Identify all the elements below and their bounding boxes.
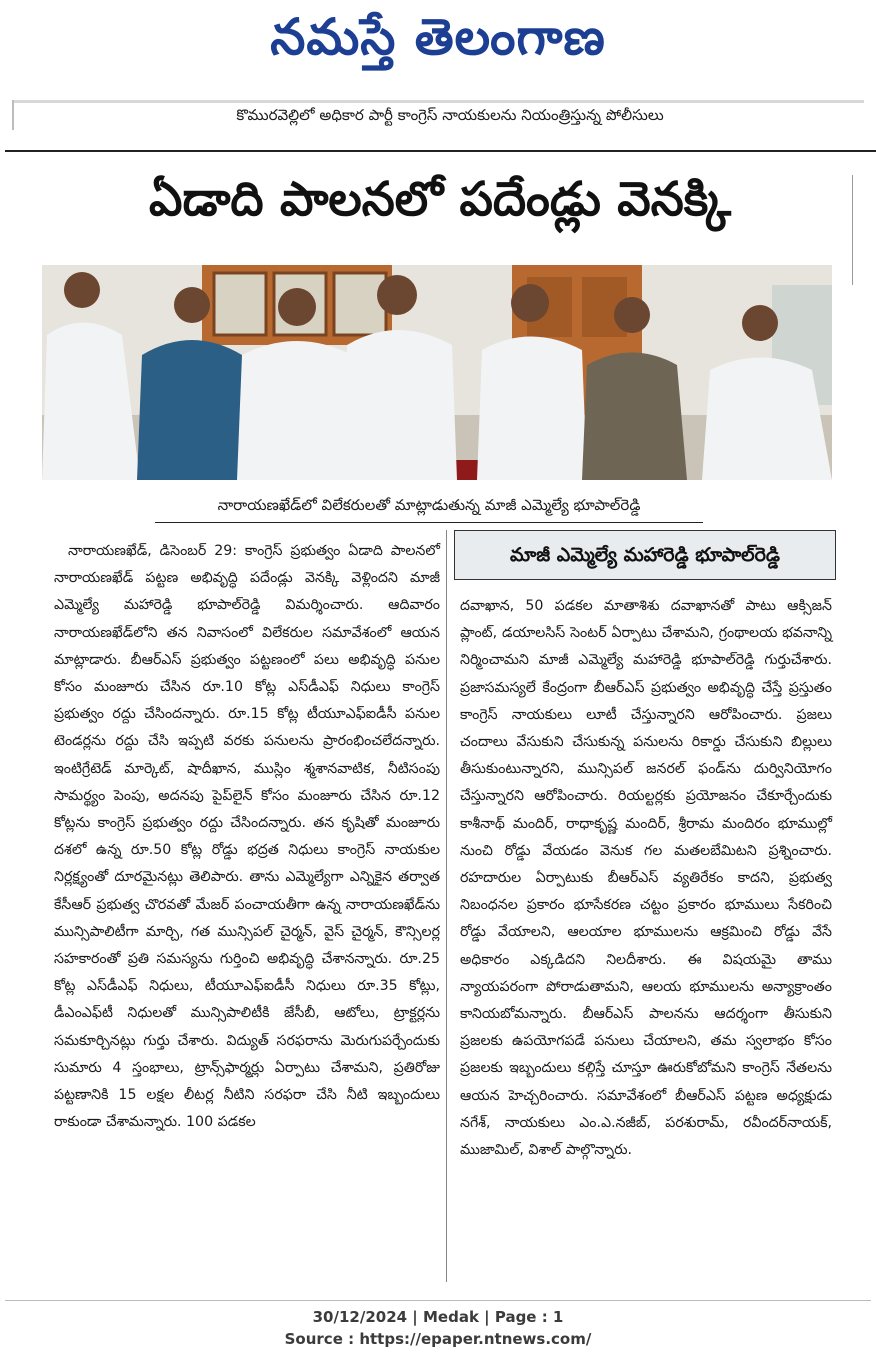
masthead bbox=[0, 0, 876, 100]
masthead-divider bbox=[12, 100, 864, 103]
column-separator bbox=[446, 530, 447, 1282]
headline: ఏడాది పాలనలో పదేండ్లు వెనక్కి bbox=[149, 172, 731, 227]
article-right-column: దవాఖాన, 50 పడకల మాతాశిశు దవాఖానతో పాటు ఆక్సిజన్ ప్లాంట్, డయాలసిస్ సెంటర్ ఏర్పాటు చేశామని, గ్రంథాలయ భవనాన్ని నిర్మించామని మాజీ ఎమ్మెల్యే మహారెడ్డి భూపాల్‌రెడ్డి గుర్తుచేశారు. ప్రజాసమస్యలే కేంద్రంగా బీఆర్‌ఎస్ ప్రభుత్వం అభివృద్ధి చేస్తే ప్రస్తుతం కాంగ్రెస్ నాయకులు లూటీ చేస్తున్నారని ఆరోపించారు. ప్రజలు చందాలు వేసుకుని చేసుకున్న పనులను రికార్డు చేసుకుని బిల్లులు తీసుకుంటున్నారని, మున్సిపల్ జనరల్ ఫండ్‌ను దుర్వినియోగం చేస్తున్నారని ఆరోపించారు. రియల్టర్లకు ప్రయోజనం చేకూర్చేందుకు కాశీనాథ్ మందిర్, రాధాకృష్ణ మందిర్, శ్రీరామ మందిరం భూముల్లో నుంచి రోడ్డు వేయడం వెనుక గల మతలబేమిటని ప్రశ్నించారు. రహదారుల ఏర్పాటుకు బీఆర్‌ఎస్ వ్యతిరేకం కాదని, ప్రభుత్వ నిబంధనల ప్రకారం భూసేకరణ చట్టం ప్రకారం భూములు సేకరించి రోడ్డు వేయాలని, ఆలయాల భూములను ఆక్రమించి రోడ్డు వేసే అధికారం ఎక్కడిదని నిలదీశారు. ఈ విషయమై తాము న్యాయపరంగా పోరాడుతామని, ఆలయ భూములను అన్యాక్రాంతం కానియబోమన్నారు. బీఆర్‌ఎస్ పాలనను ఆదర్శంగా తీసుకుని ప్రజలకు ఉపయోగపడే పనులు చేయాలని, తమ స్వలాభం కోసం ప్రజలకు ఇబ్బందులు కల్గిస్తే చూస్తూ ఊరుకోబోమని కాంగ్రెస్ నేతలను ఆయన హెచ్చరించారు. సమావేశంలో బీఆర్‌ఎస్ పట్టణ అధ్యక్షుడు నగేశ్, నాయకులు ఎం.ఎ.నజీబ్, పరశురామ్, రవీందర్‌నాయక్, ముజామిల్, విశాల్ పాల్గొన్నారు. bbox=[460, 598, 832, 1159]
window-pane bbox=[214, 273, 266, 335]
footer-dateline: 30/12/2024 | Medak | Page : 1 bbox=[312, 1308, 564, 1326]
footer-source: Source : https://epaper.ntnews.com/ bbox=[284, 1330, 592, 1348]
subhead-box bbox=[454, 530, 836, 580]
subhead-text: మాజీ ఎమ్మెల్యే మహారెడ్డి భూపాల్‌రెడ్డి bbox=[510, 544, 780, 566]
side-rule bbox=[852, 175, 853, 285]
kicker-divider bbox=[5, 150, 876, 152]
photo-illustration bbox=[42, 265, 832, 480]
masthead-side-rule bbox=[12, 100, 14, 130]
article-left-column: నారాయణఖేడ్, డిసెంబర్ 29: కాంగ్రెస్ ప్రభుత్వం ఏడాది పాలనలో నారాయణఖేడ్ పట్టణ అభివృద్ధి పదేండ్లు వెనక్కి వెళ్లిందని మాజీ ఎమ్మెల్యే మహారెడ్డి భూపాల్‌రెడ్డి విమర్శించారు. ఆదివారం నారాయణఖేడ్‌లోని తన నివాసంలో విలేకరుల సమావేశంలో ఆయన మాట్లాడారు. బీఆర్‌ఎస్ ప్రభుత్వం పట్టణంలో పలు అభివృద్ధి పనుల కోసం మంజూరు చేసిన రూ.10 కోట్ల ఎస్‌డీఎఫ్ నిధులు కాంగ్రెస్ ప్రభుత్వం రద్దు చేసిందన్నారు. రూ.15 కోట్ల టీయూఎఫ్‌ఐడీసీ పనుల టెండర్లను రద్దు చేసి ఇప్పటి వరకు పనులను ప్రారంభించలేదన్నారు. ఇంటిగ్రేటెడ్ మార్కెట్, షాదీఖాన, ముస్లిం శ్మశానవాటిక, నీటిసంపు సామర్థ్యం పెంపు, అదనపు పైప్‌లైన్ కోసం మంజూరు చేసిన రూ.12 కోట్లను కాంగ్రెస్ ప్రభుత్వం రద్దు చేసిందన్నారు. తన కృషితో మంజూరు దశలో ఉన్న రూ.50 కోట్ల రోడ్డు భద్రత నిధులు కాంగ్రెస్ నాయకుల నిర్లక్ష్యంతో దూరమైనట్లు తెలిపారు. తాను ఎమ్మెల్యేగా ఎన్నికైన తర్వాత కేసీఆర్ ప్రభుత్వ చొరవతో మేజర్ పంచాయతీగా ఉన్న నారాయణఖేడ్‌ను మున్సిపాలిటీగా మార్చి, గత మున్సిపల్ చైర్మన్, వైస్ చైర్మన్, కౌన్సిలర్ల సహకారంతో ప్రతి సమస్యను గుర్తించి అభివృద్ధి చేశానన్నారు. రూ.25 కోట్ల ఎస్‌డీఎఫ్ నిధులు, టీయూఎఫ్‌ఐడీసీ నిధులు రూ.35 కోట్లు, డీఎంఎఫ్‌టీ నిధులతో మున్సిపాలిటీకి జేసీబీ, ఆటోలు, ట్రాక్టర్లను సమకూర్చినట్లు గుర్తు చేశారు. విద్యుత్ సరఫరాను మెరుగుపర్చేందుకు సుమారు 4 స్తంభాలు, ట్రాన్స్‌ఫార్మర్లు ఏర్పాటు చేశామని, ప్రతిరోజు పట్టణానికి 15 లక్షల లీటర్ల నీటిని సరఫరా చేసి నీటి ఇబ్బందులు రాకుండా చేశామన్నారు. 100 పడకల bbox=[54, 543, 440, 1131]
footer-divider bbox=[5, 1300, 871, 1301]
press-meet-photo bbox=[42, 265, 832, 480]
photo-caption: నారాయణఖేడ్‌లో విలేకరులతో మాట్లాడుతున్న మాజీ ఎమ్మెల్యే భూపాల్‌రెడ్డి bbox=[155, 488, 703, 523]
kicker-line: కొమురవెల్లిలో అధికార పార్టీ కాంగ్రెస్ నాయకులను నియంత్రిస్తున్న పోలీసులు bbox=[236, 106, 664, 124]
newspaper-logo: నమస్తే తెలంగాణ bbox=[270, 8, 606, 66]
window-pane bbox=[334, 273, 386, 335]
